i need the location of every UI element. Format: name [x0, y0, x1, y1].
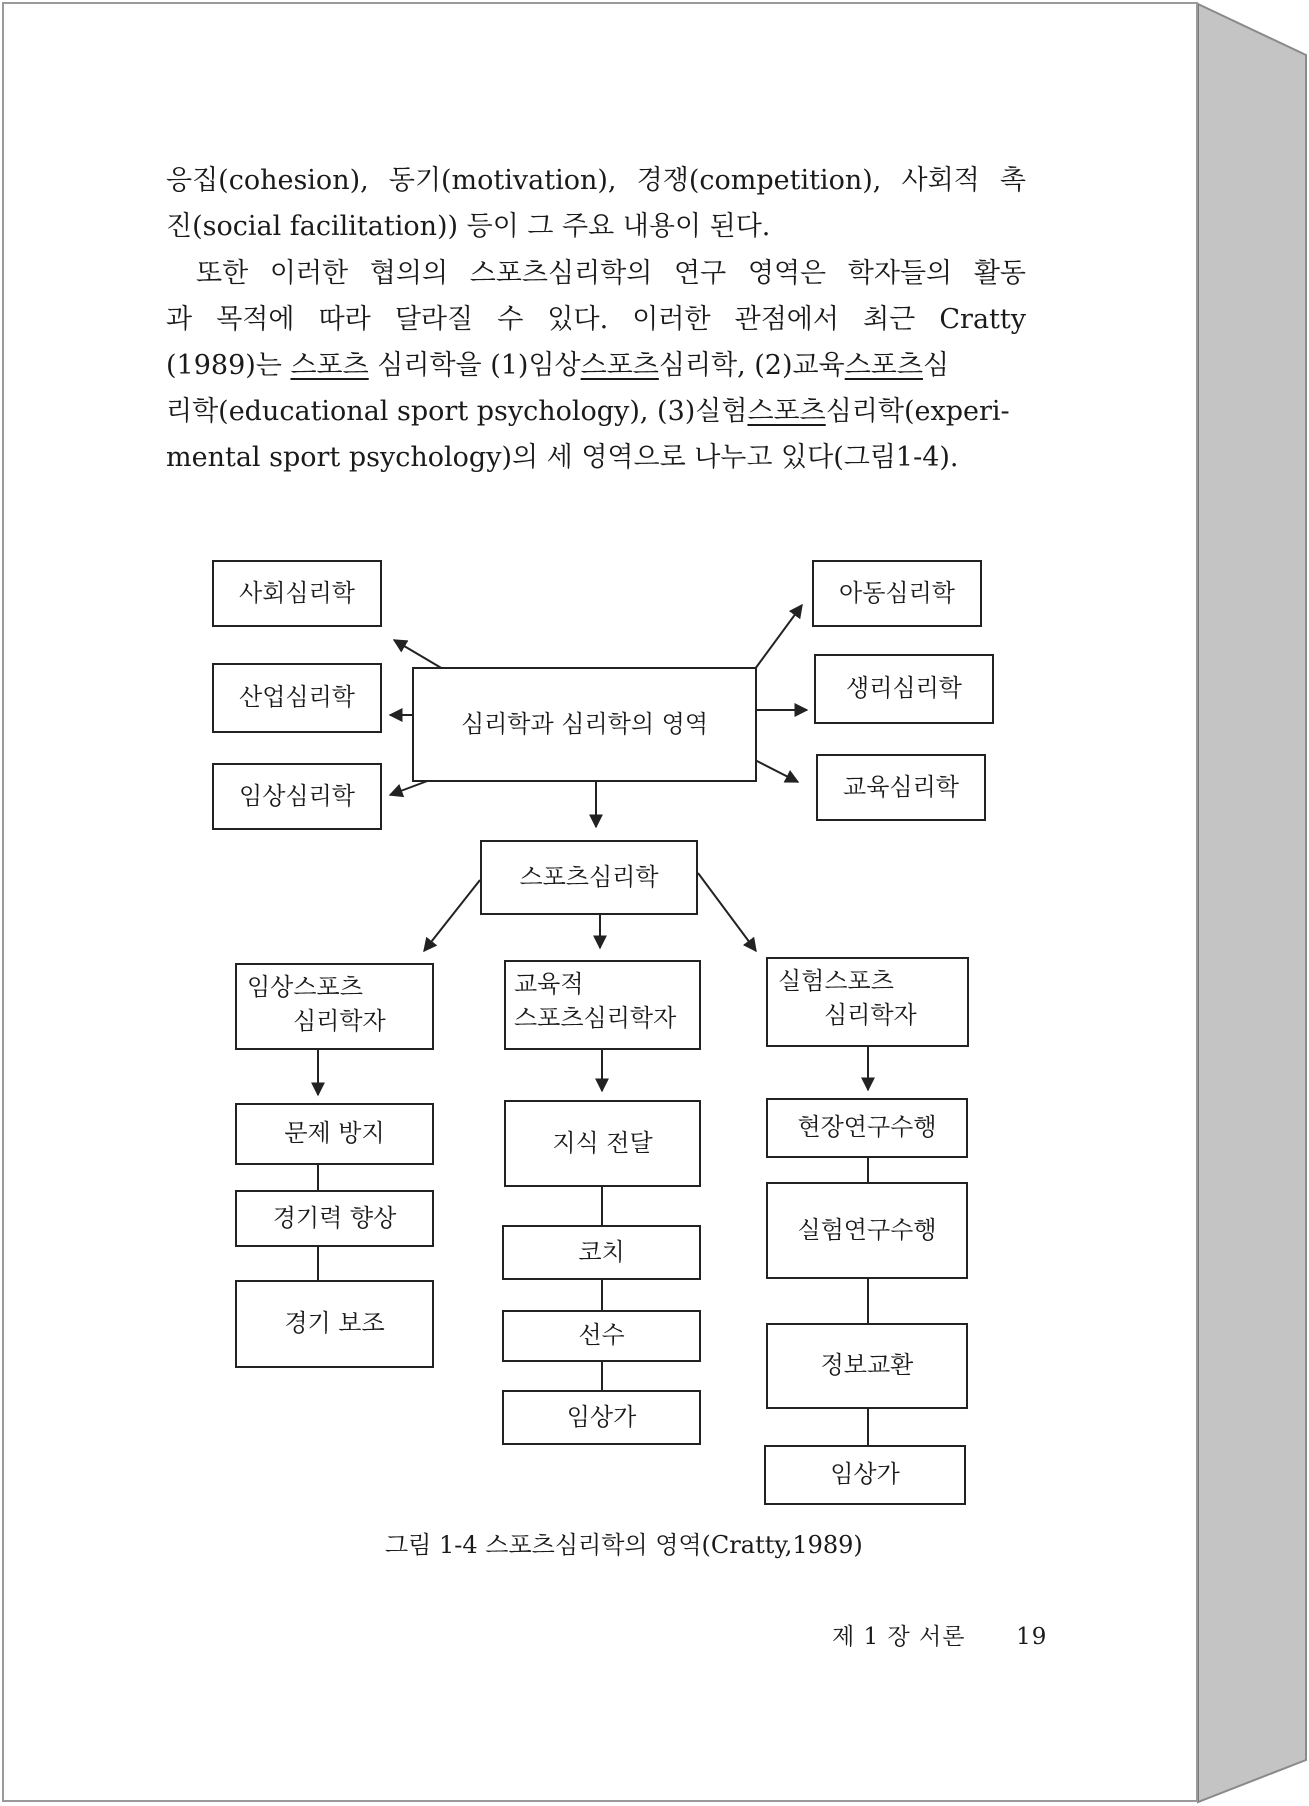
psychology-domain-box: 심리학과 심리학의 영역 — [412, 667, 757, 782]
clinician-box-col3: 임상가 — [764, 1445, 966, 1505]
figure-caption: 그림 1-4 스포츠심리학의 영역(Cratty,1989) — [385, 1531, 863, 1559]
box-title-line-1: 교육적 — [514, 970, 584, 998]
box-title-line-2: 심리학자 — [824, 1000, 917, 1029]
text-span: 심리학(experi- — [825, 396, 1010, 427]
paragraph-1-line-1: 응집(cohesion), 동기(motivation), 경쟁(competition), 사회적 촉 — [166, 165, 1026, 196]
paragraph-2-line-1: 또한 이러한 협의의 스포츠심리학의 연구 영역은 학자들의 활동 — [196, 258, 1026, 289]
text-span: 심리학, (2)교육 — [658, 350, 845, 381]
clinician-box-col2: 임상가 — [502, 1390, 701, 1445]
information-exchange-box: 정보교환 — [766, 1323, 968, 1409]
paragraph-1 — [166, 158, 1026, 250]
industrial-psychology-box: 산업심리학 — [212, 663, 382, 733]
underlined-term: 스포츠 — [844, 350, 923, 381]
paragraph-2 — [166, 251, 1026, 481]
page-number: 19 — [1016, 1624, 1048, 1650]
text-span: 리학(educational sport psychology), (3)실험 — [166, 396, 748, 427]
athlete-box: 선수 — [502, 1310, 701, 1362]
underlined-term: 스포츠 — [580, 350, 659, 381]
paragraph-2-line-5: mental sport psychology)의 세 영역으로 나누고 있다(그림1-4). — [166, 442, 959, 473]
clinical-psychology-box: 임상심리학 — [212, 763, 382, 830]
paragraph-2-line-4 — [166, 389, 1026, 435]
paragraph-2-line-3 — [166, 343, 1026, 389]
educational-sport-psychologist-box — [504, 960, 701, 1050]
child-psychology-box: 아동심리학 — [812, 560, 982, 627]
experimental-sport-psychologist-box — [766, 957, 969, 1047]
text-span: (1989)는 — [166, 350, 291, 381]
box-title-line-2: 심리학자 — [293, 1006, 386, 1035]
field-research-box: 현장연구수행 — [766, 1098, 968, 1158]
educational-psychology-box: 교육심리학 — [816, 754, 986, 821]
box-title-line-2: 스포츠심리학자 — [514, 1003, 677, 1032]
page-footer — [832, 1618, 1047, 1651]
clinical-sport-psychologist-box — [235, 963, 434, 1050]
coach-box: 코치 — [502, 1225, 701, 1280]
chapter-title: 제 1 장 서론 — [832, 1624, 966, 1650]
social-psychology-box: 사회심리학 — [212, 560, 382, 627]
paragraph-2-line-2: 과 목적에 따라 달라질 수 있다. 이러한 관점에서 최근 Cratty — [166, 304, 1026, 335]
box-title-line-1: 실험스포츠 — [778, 967, 894, 995]
sport-psychology-box: 스포츠심리학 — [480, 840, 698, 915]
box-title-line-1: 임상스포츠 — [247, 973, 363, 1001]
performance-enhancement-box: 경기력 향상 — [235, 1190, 434, 1247]
experimental-research-box: 실험연구수행 — [766, 1182, 968, 1279]
underlined-term: 스포츠 — [290, 350, 369, 381]
competition-assistance-box: 경기 보조 — [235, 1280, 434, 1368]
paragraph-1-line-2: 진(social facilitation)) 등이 그 주요 내용이 된다. — [166, 211, 771, 242]
knowledge-transfer-box: 지식 전달 — [504, 1100, 701, 1187]
text-span: 심리학을 (1)임상 — [368, 350, 581, 381]
text-span: 심 — [922, 350, 950, 381]
problem-prevention-box: 문제 방지 — [235, 1103, 434, 1165]
physiological-psychology-box: 생리심리학 — [814, 654, 994, 724]
underlined-term: 스포츠 — [747, 396, 826, 427]
